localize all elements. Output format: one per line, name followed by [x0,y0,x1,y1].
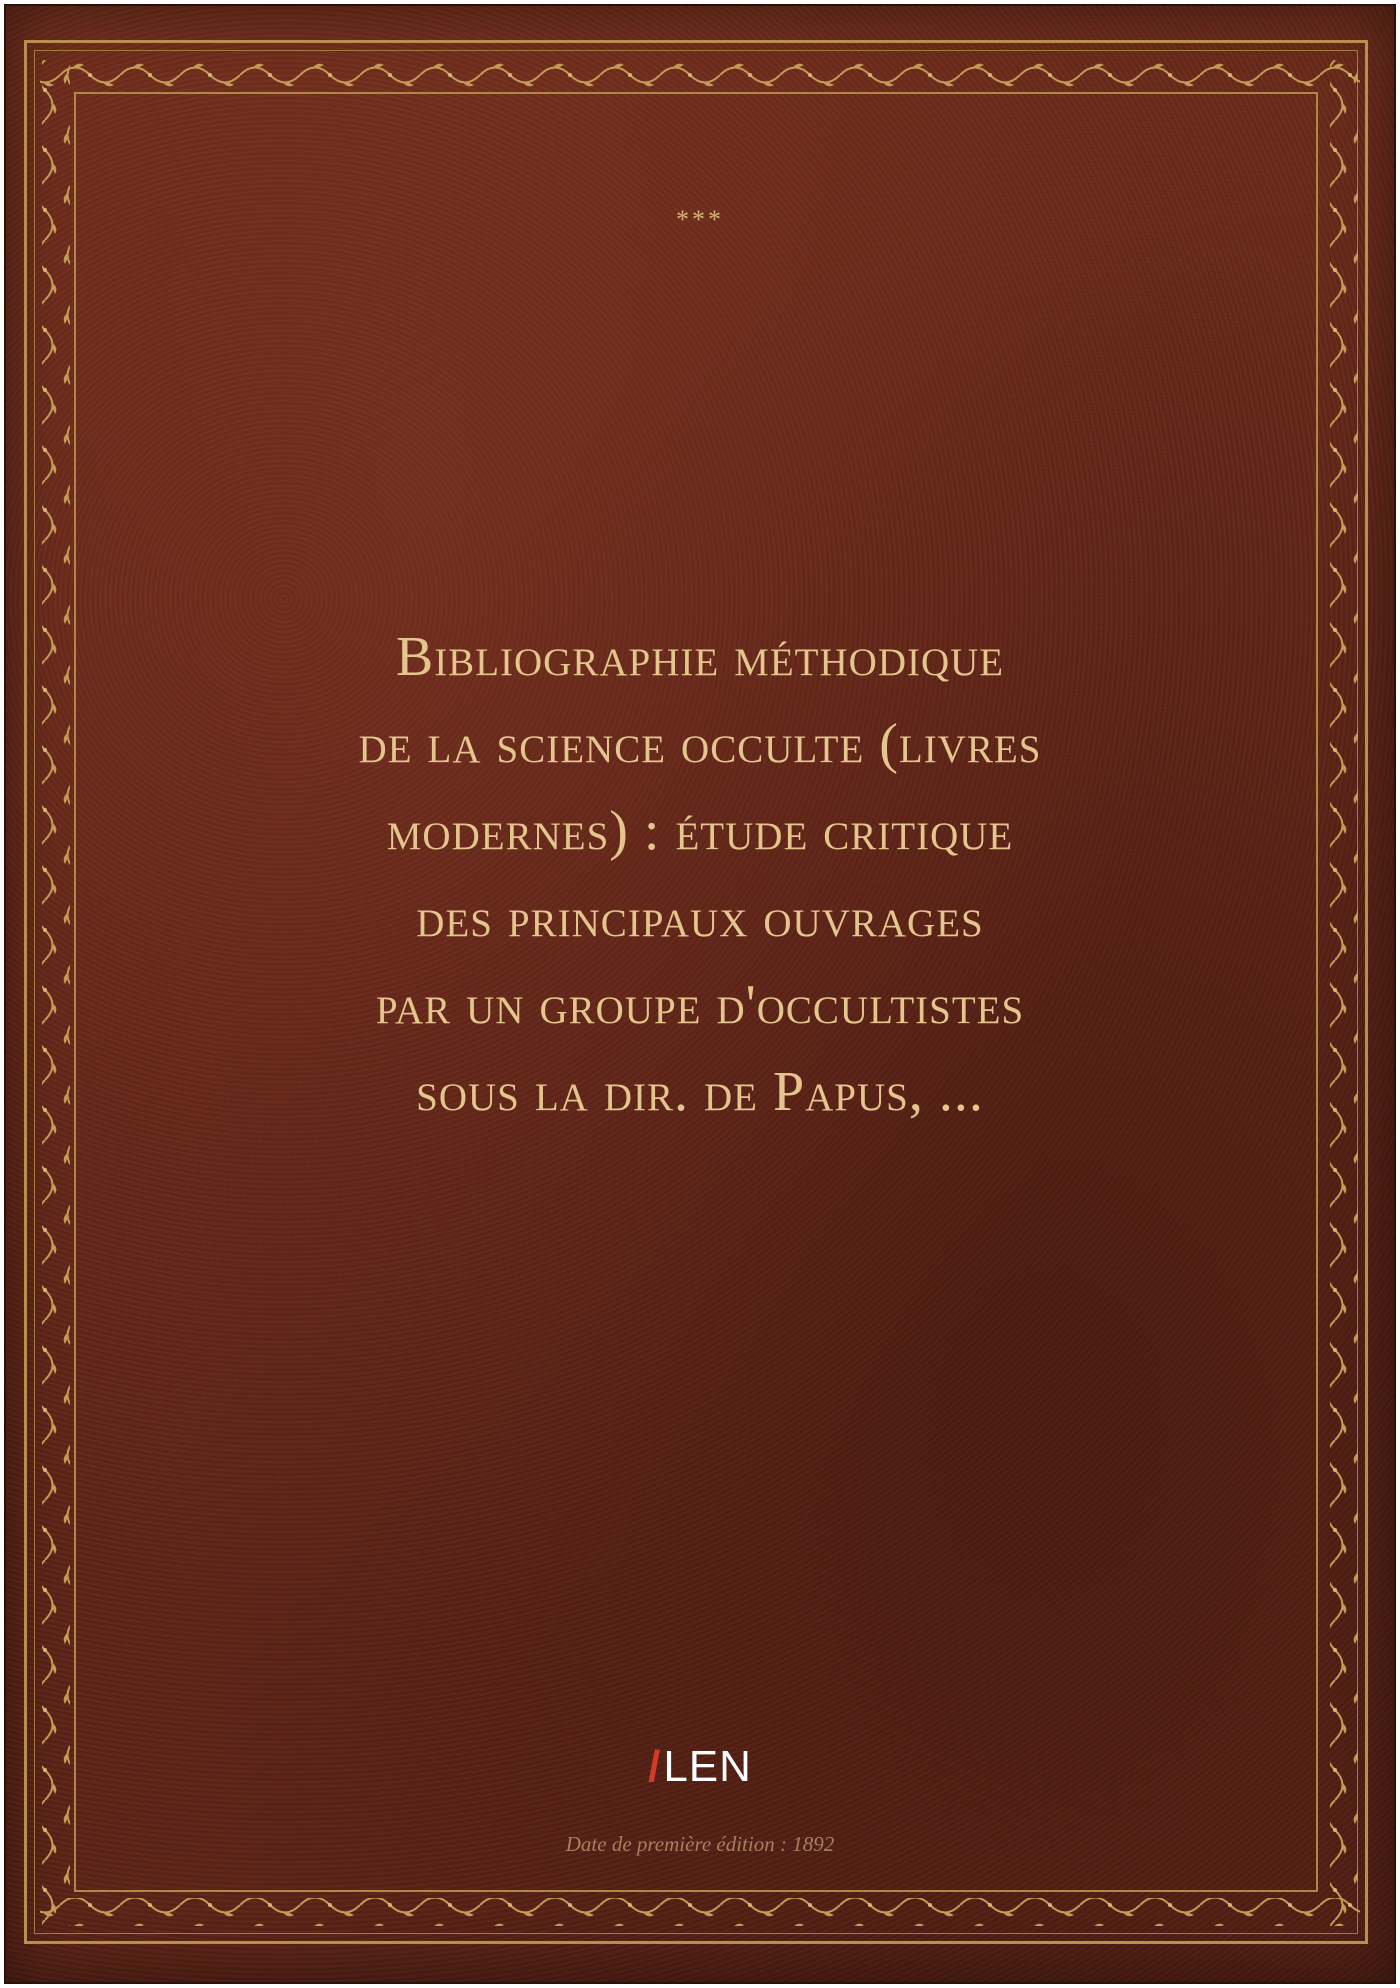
title-line: par un groupe d'occultistes [375,974,1025,1036]
first-edition-date: Date de première édition : 1892 [565,1832,835,1856]
title-line: Bibliographie méthodique [395,626,1005,688]
title-line: des principaux ouvrages [416,887,984,949]
star-ornament: *** [676,205,724,234]
logo-slash-mark: / [648,1742,662,1791]
logo-text: LEN [663,1742,752,1791]
title-line: modernes) : étude critique [386,800,1014,862]
title-line: de la science occulte (livres [358,713,1042,775]
book-title [160,614,1240,1136]
title-line: sous la dir. de Papus, ... [416,1061,984,1123]
publisher-logo [0,1742,1400,1792]
